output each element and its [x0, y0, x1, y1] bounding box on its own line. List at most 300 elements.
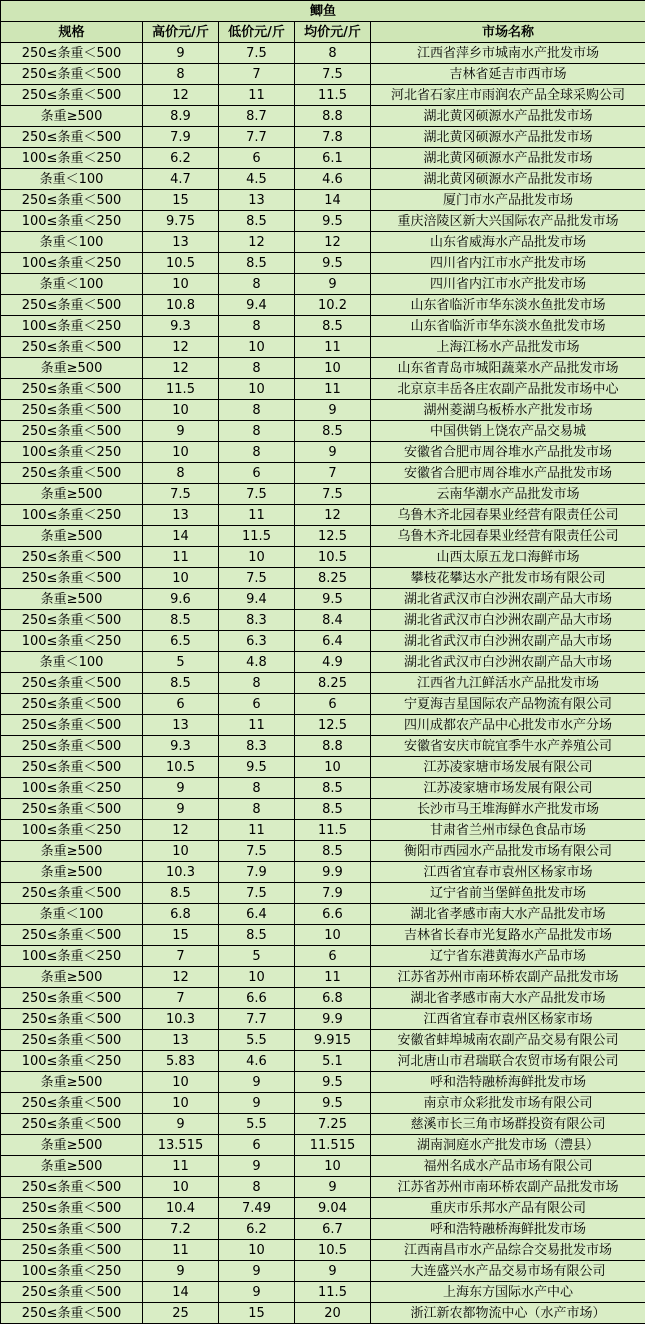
cell-high-price: 13.515: [143, 1135, 219, 1156]
cell-high-price: 8: [143, 463, 219, 484]
cell-high-price: 11: [143, 1156, 219, 1177]
table-row: [1, 1135, 645, 1156]
cell-low-price: 4.5: [219, 169, 295, 190]
table-row: [1, 1303, 645, 1324]
cell-market-name: 福州名成水产品市场有限公司: [371, 1156, 645, 1177]
table-row: [1, 988, 645, 1009]
cell-market-name: 江西省宜春市袁州区杨家市场: [371, 862, 645, 883]
cell-spec: 条重＜100: [1, 652, 143, 673]
cell-high-price: 12: [143, 358, 219, 379]
cell-high-price: 12: [143, 967, 219, 988]
cell-spec: 100≤条重＜250: [1, 1261, 143, 1282]
cell-high-price: 9: [143, 421, 219, 442]
cell-high-price: 10: [143, 1093, 219, 1114]
cell-avg-price: 11.515: [295, 1135, 371, 1156]
cell-high-price: 13: [143, 1030, 219, 1051]
cell-high-price: 12: [143, 337, 219, 358]
cell-avg-price: 7.8: [295, 127, 371, 148]
cell-low-price: 7.49: [219, 1198, 295, 1219]
cell-high-price: 8.5: [143, 883, 219, 904]
cell-low-price: 6: [219, 463, 295, 484]
cell-spec: 100≤条重＜250: [1, 505, 143, 526]
cell-low-price: 6: [219, 694, 295, 715]
cell-low-price: 11.5: [219, 526, 295, 547]
cell-market-name: 大连盛兴水产品交易市场有限公司: [371, 1261, 645, 1282]
title-row: [1, 1, 645, 22]
cell-market-name: 湖北省武汉市白沙洲农副产品大市场: [371, 610, 645, 631]
header-avg-price: 均价元/斤: [295, 22, 371, 43]
cell-high-price: 6: [143, 694, 219, 715]
cell-low-price: 7.5: [219, 883, 295, 904]
cell-avg-price: 9.5: [295, 589, 371, 610]
cell-market-name: 湖州菱湖乌板桥水产批发市场: [371, 400, 645, 421]
cell-market-name: 辽宁省东港黄海水产品市场: [371, 946, 645, 967]
cell-market-name: 呼和浩特融桥海鲜批发市场: [371, 1072, 645, 1093]
cell-avg-price: 11: [295, 337, 371, 358]
table-row: [1, 652, 645, 673]
cell-high-price: 5.83: [143, 1051, 219, 1072]
table-row: [1, 904, 645, 925]
table-row: [1, 799, 645, 820]
table-row: [1, 883, 645, 904]
cell-spec: 250≤条重＜500: [1, 337, 143, 358]
table-row: [1, 337, 645, 358]
cell-high-price: 4.7: [143, 169, 219, 190]
cell-avg-price: 6.7: [295, 1219, 371, 1240]
cell-spec: 250≤条重＜500: [1, 673, 143, 694]
cell-spec: 条重＜100: [1, 232, 143, 253]
cell-low-price: 9: [219, 1261, 295, 1282]
cell-high-price: 7: [143, 946, 219, 967]
cell-spec: 250≤条重＜500: [1, 127, 143, 148]
cell-low-price: 8: [219, 778, 295, 799]
cell-avg-price: 9: [295, 400, 371, 421]
cell-market-name: 乌鲁木齐北园春果业经营有限责任公司: [371, 505, 645, 526]
cell-low-price: 9: [219, 1156, 295, 1177]
cell-high-price: 8.5: [143, 673, 219, 694]
cell-avg-price: 9.5: [295, 1093, 371, 1114]
cell-market-name: 湖北省武汉市白沙洲农副产品大市场: [371, 631, 645, 652]
cell-high-price: 10: [143, 568, 219, 589]
cell-avg-price: 10: [295, 1156, 371, 1177]
cell-low-price: 6.6: [219, 988, 295, 1009]
cell-high-price: 9.3: [143, 736, 219, 757]
cell-spec: 条重≥500: [1, 1072, 143, 1093]
cell-spec: 100≤条重＜250: [1, 211, 143, 232]
cell-low-price: 8: [219, 421, 295, 442]
cell-avg-price: 8.25: [295, 673, 371, 694]
cell-market-name: 衡阳市西园水产品批发市场有限公司: [371, 841, 645, 862]
cell-market-name: 江苏省苏州市南环桥农副产品批发市场: [371, 967, 645, 988]
cell-spec: 100≤条重＜250: [1, 316, 143, 337]
cell-high-price: 7.9: [143, 127, 219, 148]
cell-spec: 250≤条重＜500: [1, 463, 143, 484]
cell-avg-price: 8.4: [295, 610, 371, 631]
table-row: [1, 358, 645, 379]
cell-high-price: 10.4: [143, 1198, 219, 1219]
cell-low-price: 9: [219, 1072, 295, 1093]
cell-high-price: 14: [143, 526, 219, 547]
cell-spec: 250≤条重＜500: [1, 1093, 143, 1114]
table-row: [1, 1030, 645, 1051]
table-row: [1, 190, 645, 211]
cell-high-price: 6.2: [143, 148, 219, 169]
table-body: [1, 43, 645, 1324]
cell-spec: 250≤条重＜500: [1, 1030, 143, 1051]
cell-low-price: 6.2: [219, 1219, 295, 1240]
cell-high-price: 8.9: [143, 106, 219, 127]
cell-avg-price: 9: [295, 274, 371, 295]
cell-low-price: 7.7: [219, 1009, 295, 1030]
cell-avg-price: 8.25: [295, 568, 371, 589]
table-row: [1, 1198, 645, 1219]
cell-spec: 250≤条重＜500: [1, 1282, 143, 1303]
table-row: [1, 1177, 645, 1198]
table-row: [1, 400, 645, 421]
cell-spec: 条重≥500: [1, 358, 143, 379]
cell-low-price: 10: [219, 1240, 295, 1261]
cell-low-price: 4.6: [219, 1051, 295, 1072]
header-high-price: 高价元/斤: [143, 22, 219, 43]
cell-avg-price: 7.9: [295, 883, 371, 904]
cell-spec: 250≤条重＜500: [1, 736, 143, 757]
header-low-price: 低价元/斤: [219, 22, 295, 43]
cell-avg-price: 8.5: [295, 799, 371, 820]
cell-market-name: 山东省青岛市城阳蔬菜水产品批发市场: [371, 358, 645, 379]
table-row: [1, 127, 645, 148]
cell-market-name: 南京市众彩批发市场有限公司: [371, 1093, 645, 1114]
cell-spec: 100≤条重＜250: [1, 820, 143, 841]
cell-high-price: 10.3: [143, 862, 219, 883]
table-row: [1, 862, 645, 883]
cell-avg-price: 8: [295, 43, 371, 64]
cell-avg-price: 10.2: [295, 295, 371, 316]
table-row: [1, 1051, 645, 1072]
cell-spec: 250≤条重＜500: [1, 64, 143, 85]
cell-low-price: 6.3: [219, 631, 295, 652]
table-row: [1, 169, 645, 190]
cell-high-price: 5: [143, 652, 219, 673]
cell-avg-price: 7.5: [295, 64, 371, 85]
table-row: [1, 316, 645, 337]
cell-avg-price: 12: [295, 505, 371, 526]
cell-spec: 250≤条重＜500: [1, 694, 143, 715]
cell-low-price: 9.4: [219, 295, 295, 316]
cell-high-price: 12: [143, 85, 219, 106]
cell-spec: 250≤条重＜500: [1, 1303, 143, 1324]
cell-low-price: 6: [219, 1135, 295, 1156]
cell-market-name: 上海江杨水产品批发市场: [371, 337, 645, 358]
cell-spec: 条重≥500: [1, 1156, 143, 1177]
cell-low-price: 10: [219, 379, 295, 400]
cell-low-price: 9: [219, 1093, 295, 1114]
table-row: [1, 1114, 645, 1135]
cell-low-price: 7.5: [219, 841, 295, 862]
table-row: [1, 64, 645, 85]
cell-spec: 250≤条重＜500: [1, 43, 143, 64]
cell-market-name: 宁夏海吉星国际农产品物流有限公司: [371, 694, 645, 715]
table-row: [1, 715, 645, 736]
cell-spec: 条重≥500: [1, 484, 143, 505]
cell-market-name: 山西太原五龙口海鲜市场: [371, 547, 645, 568]
cell-avg-price: 9: [295, 442, 371, 463]
table-row: [1, 736, 645, 757]
cell-spec: 250≤条重＜500: [1, 295, 143, 316]
cell-market-name: 安徽省合肥市周谷堆水产品批发市场: [371, 442, 645, 463]
cell-spec: 250≤条重＜500: [1, 568, 143, 589]
cell-low-price: 11: [219, 505, 295, 526]
cell-high-price: 8.5: [143, 610, 219, 631]
cell-market-name: 安徽省蚌埠城南农副产品交易有限公司: [371, 1030, 645, 1051]
cell-low-price: 7: [219, 64, 295, 85]
cell-avg-price: 14: [295, 190, 371, 211]
cell-market-name: 攀枝花攀达水产批发市场有限公司: [371, 568, 645, 589]
cell-high-price: 10.3: [143, 1009, 219, 1030]
table-row: [1, 253, 645, 274]
cell-market-name: 重庆市乐邦水产品有限公司: [371, 1198, 645, 1219]
cell-spec: 100≤条重＜250: [1, 946, 143, 967]
cell-spec: 条重≥500: [1, 967, 143, 988]
cell-spec: 100≤条重＜250: [1, 253, 143, 274]
table-row: [1, 274, 645, 295]
cell-high-price: 11: [143, 547, 219, 568]
table-row: [1, 421, 645, 442]
cell-spec: 250≤条重＜500: [1, 757, 143, 778]
cell-high-price: 15: [143, 925, 219, 946]
cell-avg-price: 12.5: [295, 526, 371, 547]
table-row: [1, 1282, 645, 1303]
cell-spec: 250≤条重＜500: [1, 715, 143, 736]
cell-spec: 250≤条重＜500: [1, 1177, 143, 1198]
cell-market-name: 江西省九江鲜活水产品批发市场: [371, 673, 645, 694]
cell-avg-price: 6.6: [295, 904, 371, 925]
cell-high-price: 10.8: [143, 295, 219, 316]
cell-high-price: 10: [143, 274, 219, 295]
cell-spec: 250≤条重＜500: [1, 1198, 143, 1219]
cell-low-price: 7.5: [219, 43, 295, 64]
table-row: [1, 1240, 645, 1261]
cell-high-price: 13: [143, 715, 219, 736]
cell-market-name: 吉林省长春市光复路水产品批发市场: [371, 925, 645, 946]
cell-high-price: 10: [143, 400, 219, 421]
cell-market-name: 湖北黄冈硕源水产品批发市场: [371, 127, 645, 148]
cell-market-name: 江苏省苏州市南环桥农副产品批发市场: [371, 1177, 645, 1198]
table-row: [1, 589, 645, 610]
table-row: [1, 967, 645, 988]
cell-spec: 250≤条重＜500: [1, 610, 143, 631]
cell-market-name: 江西省萍乡市城南水产批发市场: [371, 43, 645, 64]
cell-low-price: 8.3: [219, 736, 295, 757]
table-row: [1, 379, 645, 400]
cell-market-name: 慈溪市长三角市场群投资有限公司: [371, 1114, 645, 1135]
cell-low-price: 10: [219, 337, 295, 358]
cell-spec: 250≤条重＜500: [1, 925, 143, 946]
table-row: [1, 148, 645, 169]
cell-avg-price: 6.4: [295, 631, 371, 652]
cell-spec: 条重≥500: [1, 862, 143, 883]
table-row: [1, 841, 645, 862]
cell-market-name: 浙江新农都物流中心（水产市场）: [371, 1303, 645, 1324]
cell-spec: 条重≥500: [1, 526, 143, 547]
cell-spec: 250≤条重＜500: [1, 379, 143, 400]
cell-avg-price: 4.9: [295, 652, 371, 673]
cell-low-price: 8: [219, 673, 295, 694]
cell-avg-price: 11.5: [295, 85, 371, 106]
cell-spec: 条重＜100: [1, 904, 143, 925]
cell-avg-price: 9.915: [295, 1030, 371, 1051]
table-row: [1, 925, 645, 946]
cell-avg-price: 8.5: [295, 316, 371, 337]
cell-market-name: 河北省石家庄市雨润农产品全球采购公司: [371, 85, 645, 106]
cell-low-price: 8: [219, 400, 295, 421]
cell-market-name: 山东省临沂市华东淡水鱼批发市场: [371, 295, 645, 316]
cell-spec: 条重＜100: [1, 274, 143, 295]
table-row: [1, 442, 645, 463]
cell-high-price: 7.2: [143, 1219, 219, 1240]
cell-avg-price: 6: [295, 694, 371, 715]
cell-avg-price: 10: [295, 925, 371, 946]
cell-high-price: 9: [143, 1261, 219, 1282]
cell-market-name: 河北唐山市君瑞联合农贸市场有限公司: [371, 1051, 645, 1072]
cell-high-price: 10: [143, 1177, 219, 1198]
cell-avg-price: 8.5: [295, 778, 371, 799]
cell-low-price: 10: [219, 967, 295, 988]
table-title: 鲫鱼: [1, 1, 645, 22]
cell-low-price: 8: [219, 358, 295, 379]
cell-market-name: 长沙市马王堆海鲜水产批发市场: [371, 799, 645, 820]
cell-low-price: 9: [219, 1282, 295, 1303]
cell-spec: 条重≥500: [1, 1135, 143, 1156]
table-row: [1, 232, 645, 253]
table-row: [1, 1072, 645, 1093]
cell-market-name: 湖北省孝感市南大水产品批发市场: [371, 988, 645, 1009]
cell-market-name: 乌鲁木齐北园春果业经营有限责任公司: [371, 526, 645, 547]
cell-spec: 250≤条重＜500: [1, 1240, 143, 1261]
cell-market-name: 江西省宜春市袁州区杨家市场: [371, 1009, 645, 1030]
table-row: [1, 295, 645, 316]
cell-market-name: 云南华潮水产品批发市场: [371, 484, 645, 505]
cell-spec: 100≤条重＜250: [1, 631, 143, 652]
cell-high-price: 7.5: [143, 484, 219, 505]
cell-low-price: 7.5: [219, 568, 295, 589]
cell-high-price: 10: [143, 1072, 219, 1093]
table-row: [1, 484, 645, 505]
table-row: [1, 1009, 645, 1030]
cell-high-price: 10: [143, 841, 219, 862]
cell-high-price: 11.5: [143, 379, 219, 400]
cell-low-price: 8.3: [219, 610, 295, 631]
cell-spec: 250≤条重＜500: [1, 1219, 143, 1240]
table-row: [1, 505, 645, 526]
cell-low-price: 11: [219, 820, 295, 841]
cell-spec: 250≤条重＜500: [1, 1114, 143, 1135]
cell-high-price: 13: [143, 232, 219, 253]
table-row: [1, 526, 645, 547]
cell-market-name: 江西南昌市水产品综合交易批发市场: [371, 1240, 645, 1261]
cell-avg-price: 9: [295, 1177, 371, 1198]
cell-avg-price: 8.5: [295, 421, 371, 442]
cell-market-name: 呼和浩特融桥海鲜批发市场: [371, 1219, 645, 1240]
table-row: [1, 1219, 645, 1240]
cell-market-name: 安徽省安庆市皖宜季牛水产养殖公司: [371, 736, 645, 757]
cell-high-price: 9: [143, 778, 219, 799]
table-row: [1, 106, 645, 127]
cell-avg-price: 11: [295, 379, 371, 400]
cell-avg-price: 9.9: [295, 1009, 371, 1030]
cell-market-name: 吉林省延吉市西市场: [371, 64, 645, 85]
cell-avg-price: 10.5: [295, 547, 371, 568]
cell-high-price: 6.5: [143, 631, 219, 652]
cell-avg-price: 10.5: [295, 1240, 371, 1261]
cell-high-price: 9.75: [143, 211, 219, 232]
cell-high-price: 10.5: [143, 757, 219, 778]
cell-avg-price: 6.8: [295, 988, 371, 1009]
cell-spec: 250≤条重＜500: [1, 190, 143, 211]
table-row: [1, 1261, 645, 1282]
cell-low-price: 5: [219, 946, 295, 967]
cell-low-price: 9.4: [219, 589, 295, 610]
cell-market-name: 安徽省合肥市周谷堆水产品批发市场: [371, 463, 645, 484]
table-row: [1, 694, 645, 715]
header-market-name: 市场名称: [371, 22, 645, 43]
cell-high-price: 8: [143, 64, 219, 85]
cell-spec: 100≤条重＜250: [1, 442, 143, 463]
cell-avg-price: 9.5: [295, 211, 371, 232]
table-row: [1, 43, 645, 64]
cell-low-price: 4.8: [219, 652, 295, 673]
cell-low-price: 9.5: [219, 757, 295, 778]
cell-spec: 250≤条重＜500: [1, 1009, 143, 1030]
cell-market-name: 山东省临沂市华东淡水鱼批发市场: [371, 316, 645, 337]
cell-avg-price: 11.5: [295, 820, 371, 841]
cell-low-price: 8.5: [219, 925, 295, 946]
cell-spec: 250≤条重＜500: [1, 400, 143, 421]
cell-market-name: 江苏凌家塘市场发展有限公司: [371, 778, 645, 799]
cell-low-price: 8: [219, 274, 295, 295]
cell-spec: 250≤条重＜500: [1, 799, 143, 820]
cell-avg-price: 4.6: [295, 169, 371, 190]
cell-low-price: 15: [219, 1303, 295, 1324]
cell-market-name: 四川成都农产品中心批发市水产分场: [371, 715, 645, 736]
cell-avg-price: 10: [295, 757, 371, 778]
cell-high-price: 9.6: [143, 589, 219, 610]
cell-market-name: 湖北黄冈硕源水产品批发市场: [371, 148, 645, 169]
cell-low-price: 11: [219, 715, 295, 736]
cell-avg-price: 9.04: [295, 1198, 371, 1219]
cell-market-name: 湖南洞庭水产批发市场（澧县）: [371, 1135, 645, 1156]
cell-spec: 250≤条重＜500: [1, 547, 143, 568]
cell-low-price: 8: [219, 1177, 295, 1198]
cell-spec: 条重≥500: [1, 106, 143, 127]
table-row: [1, 946, 645, 967]
cell-market-name: 辽宁省前当堡鲜鱼批发市场: [371, 883, 645, 904]
cell-avg-price: 10: [295, 358, 371, 379]
cell-low-price: 8: [219, 442, 295, 463]
cell-market-name: 厦门市水产品批发市场: [371, 190, 645, 211]
cell-avg-price: 8.5: [295, 841, 371, 862]
cell-spec: 250≤条重＜500: [1, 883, 143, 904]
cell-spec: 100≤条重＜250: [1, 148, 143, 169]
cell-market-name: 湖北省孝感市南大水产品批发市场: [371, 904, 645, 925]
cell-high-price: 11: [143, 1240, 219, 1261]
cell-market-name: 中国供销上饶农产品交易城: [371, 421, 645, 442]
cell-market-name: 湖北黄冈硕源水产品批发市场: [371, 169, 645, 190]
cell-avg-price: 12.5: [295, 715, 371, 736]
cell-market-name: 江苏凌家塘市场发展有限公司: [371, 757, 645, 778]
cell-high-price: 9: [143, 799, 219, 820]
cell-high-price: 10.5: [143, 253, 219, 274]
table-row: [1, 463, 645, 484]
